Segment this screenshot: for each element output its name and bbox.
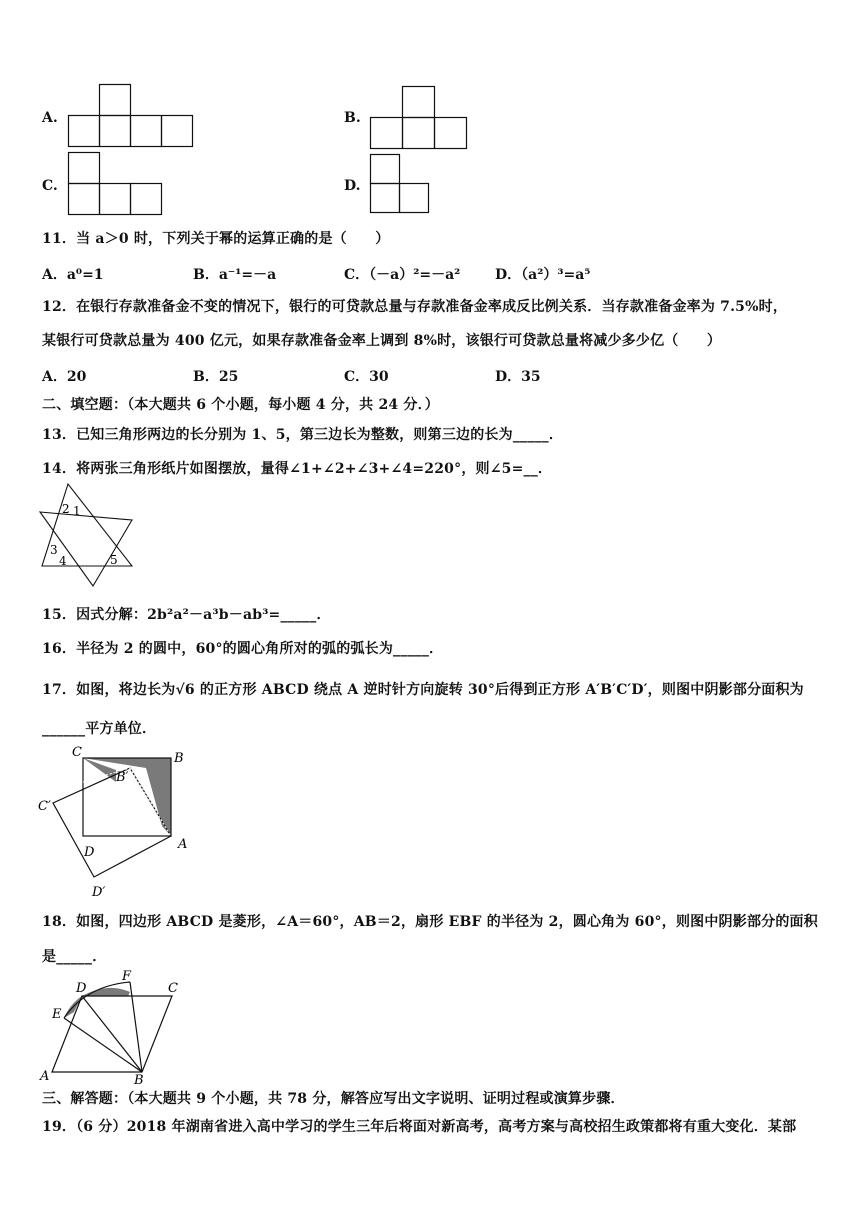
q17-line1: 17．如图，将边长为√6 的正方形 ABCD 绕点 A 逆时针方向旋转 30°后得到正方形 A′B′C′D′，则图中阴影部分面积为	[42, 682, 804, 698]
label-c: C	[72, 745, 82, 760]
label-d: D	[76, 981, 87, 996]
section-3-heading: 三、解答题：（本大题共 9 个小题，共 78 分，解答应写出文字说明、证明过程或演算步骤．	[42, 1091, 625, 1107]
option-b-label: B.	[344, 110, 361, 126]
q11-option-d: D．（a²）³=a⁵	[495, 267, 591, 283]
label-e: E	[52, 1007, 62, 1022]
rotated-square-figure	[30, 740, 200, 905]
label-c: C	[168, 981, 178, 996]
rhombus-sector-figure	[38, 966, 198, 1088]
q17-line2: ______平方单位．	[42, 721, 157, 737]
label-b-prime: B′	[116, 770, 129, 785]
angle-label-3: 3	[50, 543, 58, 557]
net-figure-c	[68, 152, 168, 218]
q19-text: 19．（6 分）2018 年湖南省进入高中学习的学生三年后将面对新高考，高考方案与高校招生政策都将有重大变化．某部	[42, 1119, 797, 1135]
q12-option-b: B．25	[193, 369, 239, 385]
q12-option-a: A．20	[42, 369, 87, 385]
section-2-heading: 二、填空题：（本大题共 6 个小题，每小题 4 分，共 24 分．）	[42, 397, 440, 413]
net-figure-d	[370, 154, 440, 220]
label-d: D	[84, 845, 95, 860]
label-b: B	[174, 751, 184, 766]
angle-label-5: 5	[110, 553, 118, 567]
q13-text: 13．已知三角形两边的长分别为 1、5，第三边长为整数，则第三边的长为_____．	[42, 427, 564, 443]
q18-line2: 是_____．	[42, 949, 107, 965]
option-a-label: A.	[42, 110, 58, 126]
angle-label-2: 2	[62, 502, 70, 516]
angle-label-1: 1	[73, 504, 81, 518]
net-figure-a	[68, 84, 198, 150]
q11-stem: 11．当 a＞0 时，下列关于幂的运算正确的是（ ）	[42, 231, 390, 247]
option-d-label: D.	[344, 178, 361, 194]
net-figure-b	[370, 86, 470, 152]
q14-text: 14．将两张三角形纸片如图摆放，量得∠1+∠2+∠3+∠4=220°，则∠5=__．	[42, 461, 553, 477]
two-triangles-figure	[38, 482, 138, 590]
label-d-prime: D′	[92, 885, 106, 900]
label-a: A	[178, 837, 188, 852]
label-f: F	[122, 969, 132, 984]
q11-option-c: C．（－a）²=－a²	[344, 267, 461, 283]
angle-label-4: 4	[59, 554, 67, 568]
label-b: B	[134, 1073, 144, 1088]
label-c-prime: C′	[38, 799, 51, 814]
q12-option-d: D．35	[495, 369, 541, 385]
q18-line1: 18．如图，四边形 ABCD 是菱形，∠A＝60°，AB＝2，扇形 EBF 的半径为 2，圆心角为 60°，则图中阴影部分的面积	[42, 914, 818, 930]
label-a: A	[40, 1069, 50, 1084]
option-c-label: C.	[42, 178, 58, 194]
q15-text: 15．因式分解：2b²a²－a³b－ab³=_____．	[42, 607, 331, 623]
q11-option-a: A．a⁰=1	[42, 267, 104, 283]
q11-option-b: B．a⁻¹=－a	[193, 267, 277, 283]
q12-option-c: C．30	[344, 369, 389, 385]
q12-line1: 12．在银行存款准备金不变的情况下，银行的可贷款总量与存款准备金率成反比例关系．当存款准备金率为 7.5%时，	[42, 299, 788, 315]
q16-text: 16．半径为 2 的圆中，60°的圆心角所对的弧的弧长为_____．	[42, 641, 444, 657]
q12-line2: 某银行可贷款总量为 400 亿元，如果存款准备金率上调到 8%时，该银行可贷款总量将减少多少亿（ ）	[42, 333, 722, 349]
